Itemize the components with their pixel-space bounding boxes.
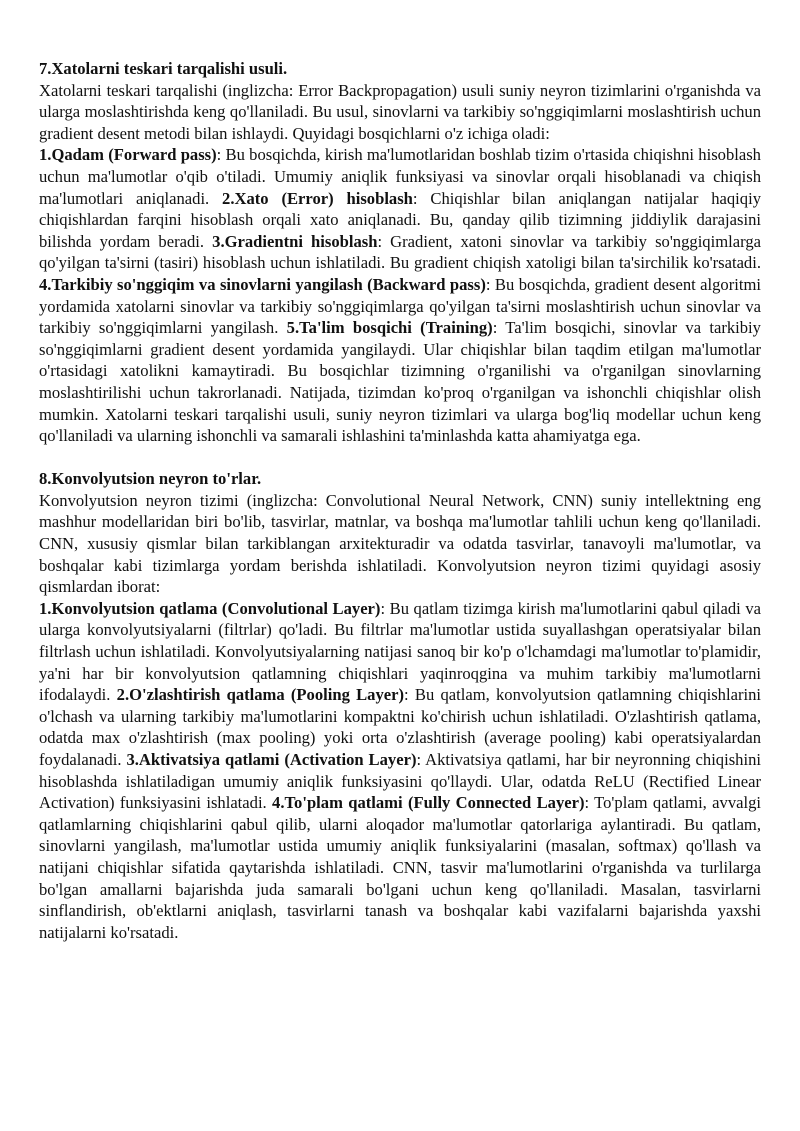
step-2-title: 2.Xato (Error) hisoblash: [222, 188, 413, 208]
part-2-text: : Bu qatlam, konvolyutsion qatlamning chiqishlarini o'lchash va ularning tarkibiy ma'lumotlarini kompaktni ko'chirish uchun ishlatiladi. O'zlashtirish qatlama, odatda max o'zlashtirish (max pooling) yoki orta o'zlashtirish (average pooling) kabi operatsiyalardan foydalanadi.: [39, 685, 762, 769]
step-3-text: : Gradient, xatoni sinovlar va tarkibiy so'nggiqimlarga qo'yilgan ta'sirni (tasiri) hisoblash uchun ishlatiladi. Bu gradient chiqish xatoligi bilan ta'sirchilik ko'rsatadi.: [39, 231, 761, 273]
section-7-intro: Xatolarni teskari tarqalishi (inglizcha: Error Backpropagation) usuli suniy neyron tizimlarini o'rganishda va ularga moslashtirishda keng qo'llaniladi. Bu usul, sinovlarni va tarkibiy so'nggiqimlarni moslashtirish uchun gradient desent metodi bilan ishlaydi. Quyidagi bosqichlarni o'z ichiga oladi:: [39, 80, 761, 143]
step-1-title: 1.Qadam (Forward pass): [39, 145, 217, 165]
section-7-heading: 7.Xatolarni teskari tarqalishi usuli.: [39, 59, 288, 78]
step-2-text: : Chiqishlar bilan aniqlangan natijalar haqiqiy chiqishlardan farqini hisoblash orqali xato aniqlanadi. Bu, qanday qilib tizimning jiddiylik darajasini bilishda yordam beradi.: [39, 188, 761, 251]
section-8-parts: [39, 598, 761, 944]
part-1-title: 1.Konvolyutsion qatlama (Convolutional Layer): [39, 598, 381, 618]
step-5-text: : Ta'lim bosqichi, sinovlar va tarkibiy so'nggiqimlarni gradient desent yordamida yangilaydi. Ular chiqishlar bilan taqdim etilgan ma'lumotlar o'rtasidagi xatolikni kamaytiradi. Bu bosqichlar tizimning o'rganilishi va o'rganilgan sinovlarning moslashtirilishi uchun takrorlanadi. Natijada, tizimdan ko'proq o'rganilgan va ishonchli chiqishlar olish mumkin. Xatolarni teskari tarqalishi usuli, suniy neyron tizimlari va ularga bog'liq modellar uchun keng qo'llaniladi va ularning ishonchli va samarali ishlashini ta'minlashda katta ahamiyatga ega.: [39, 318, 761, 446]
part-1-text: : Bu qatlam tizimga kirish ma'lumotlarini qabul qiladi va ularga konvolyutsiyalarni (filtrlar) qo'ladi. Bu filtrlar ma'lumotlar ustida suyallashgan operatsiyalar bilan filtrlash uchun ishlatiladi. Konvolyutsiyalarning natijasi sanoq bir ko'p o'lchamdagi ma'lumotlar to'plamidir, ya'ni har bir konvolyutsion qatlamning chiqishlari yaqinroqgina va muhim tarkibiy ma'lumotlarni ifodalaydi.: [39, 598, 761, 705]
section-7-steps: [39, 144, 761, 446]
part-4-text: : To'plam qatlami, avvalgi qatlamlarning chiqishlarini qabul qilib, ularni aloqador ma'lumotlar qatorlariga aylantiradi. Bu qatlam, sinovlarni yangilash, ma'lumotlar ustida umumiy aniqlik funksiyalarini (masalan, softmax) qo'llash va natijani chiqishlar sifatida qaytarishda ishlatiladi. CNN, tasvir ma'lumotlarini o'rganishda va turlilarga bo'lgan amallarni bajarishda juda samarali bo'lgani uchun keng qo'llaniladi. Masalan, tasvirlarni sinflandirish, ob'ektlarni aniqlash, tasvirlarni tanash va boshqalar kabi vazifalarni bajarishda yaxshi natijalarni ko'rsatadi.: [39, 793, 761, 942]
step-5-title: 5.Ta'lim bosqichi (Training): [286, 318, 493, 338]
part-4-title: 4.To'plam qatlami (Fully Connected Layer): [272, 793, 585, 813]
section-8-heading: 8.Konvolyutsion neyron to'rlar.: [39, 469, 262, 489]
step-4-text: : Bu bosqichda, gradient desent algoritmi yordamida xatolarni sinovlar va tarkibiy so'nggiqimlarga qo'yilgan ta'sirni moslashtirish uchun sinovlar va tarkibiy so'nggiqimlarni yangilash.: [39, 274, 761, 338]
section-8-intro: Konvolyutsion neyron tizimi (inglizcha: Convolutional Neural Network, CNN) suniy intellektning eng mashhur modellaridan biri bo'lib, tasvirlar, matnlar, va boshqa ma'lumotlar tahlili uchun keng qo'llaniladi. CNN, xususiy qismlar bilan tarkiblangan arxitekturadir va odatda tasvirlar, tanavoyli ma'lumotlar, va boshqalar kabi tizimlarga yordam berishda ishlatiladi. Konvolyutsion neyron tizimi quyidagi asosiy qismlardan iborat:: [39, 490, 761, 597]
step-1-text: : Bu bosqichda, kirish ma'lumotlaridan boshlab tizim o'rtasida chiqishni hisoblash uchun ma'lumotlar o'qib o'tiladi. Umumiy aniqlik funksiyasi va sinovlar orqali hisoblanadi va chiqish ma'lumotlari aniqlanadi.: [39, 145, 761, 208]
section-gap: [39, 447, 761, 469]
part-3-title: 3.Aktivatsiya qatlami (Activation Layer): [126, 750, 417, 769]
step-4-title: 4.Tarkibiy so'nggiqim va sinovlarni yangilash (Backward pass): [39, 274, 486, 294]
part-3-text: : Aktivatsiya qatlami, har bir neyronning chiqishini hisoblashda ishlatiladigan umumiy aniqlik funksiyasini qo'llaydi. Ular, odatda ReLU (Rectified Linear Activation) funksiyasini ishlatadi.: [39, 750, 761, 813]
step-3-title: 3.Gradientni hisoblash: [212, 231, 378, 251]
part-2-title: 2.O'zlashtirish qatlama (Pooling Layer): [116, 685, 405, 705]
